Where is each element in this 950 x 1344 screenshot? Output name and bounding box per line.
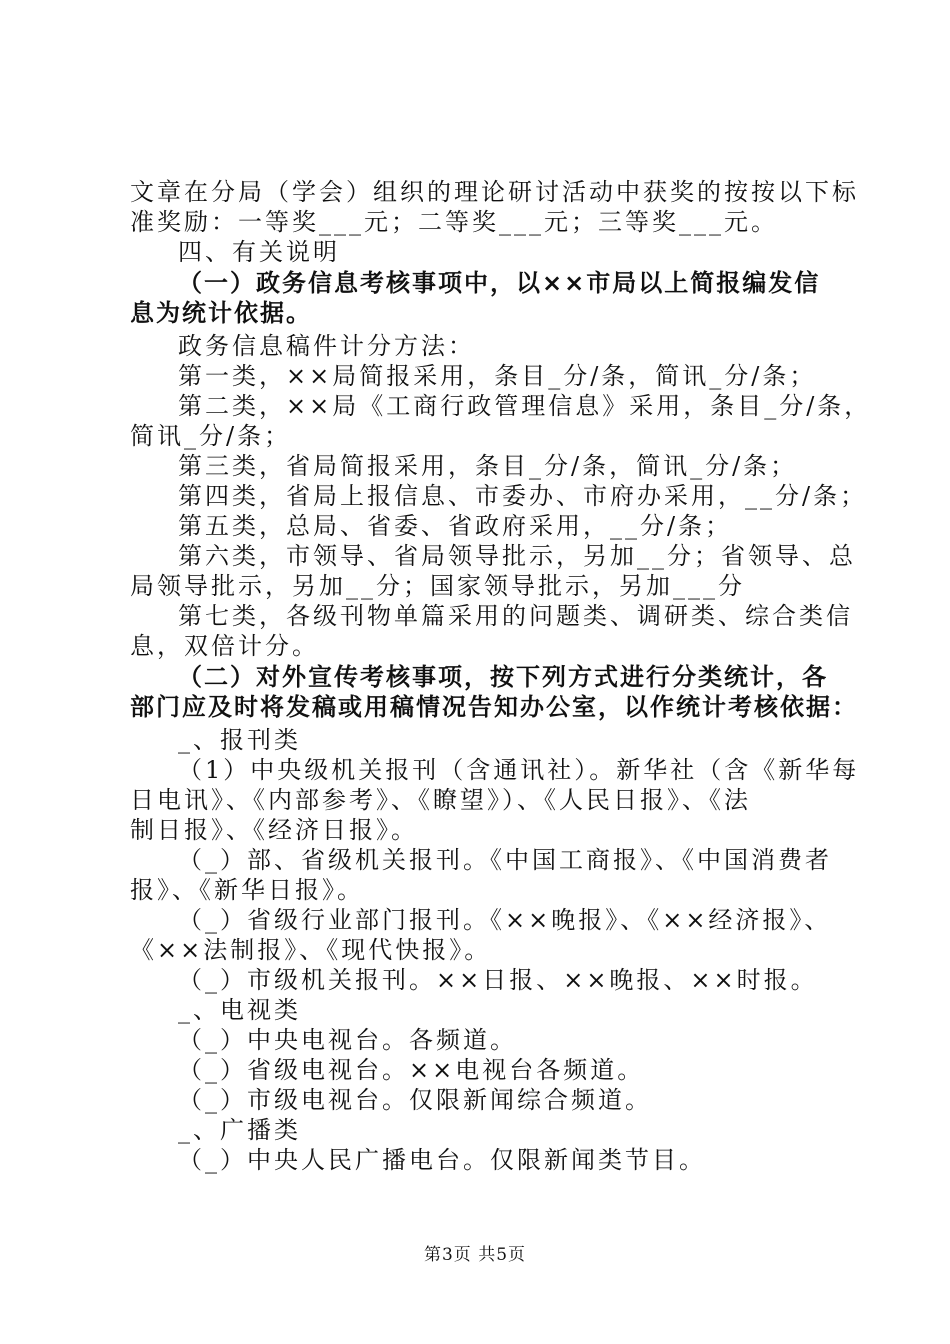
body-line: 制日报》、《经济日报》。: [130, 816, 418, 844]
body-line: 日电讯》、《内部参考》、《瞭望》）、《人民日报》、《法: [130, 786, 751, 814]
body-line: _、广播类: [178, 1116, 301, 1144]
body-line: 第七类，各级刊物单篇采用的问题类、调研类、综合类信: [178, 602, 853, 630]
body-line: 第一类，××局简报采用，条目_分/条，简讯_分/条；: [178, 362, 817, 390]
body-line: 政务信息稿件计分方法：: [178, 332, 475, 360]
body-line: （_）省级电视台。××电视台各频道。: [178, 1056, 645, 1084]
subsection-heading: 部门应及时将发稿或用稿情况告知办公室，以作统计考核依据：: [130, 693, 858, 721]
body-line: （_）中央人民广播电台。仅限新闻类节目。: [178, 1146, 706, 1174]
page-footer: 第3页 共5页: [423, 1245, 527, 1265]
body-line: 文章在分局（学会）组织的理论研讨活动中获奖的按按以下标: [130, 178, 859, 206]
body-line: 息，双倍计分。: [130, 632, 319, 660]
body-line: （_）市级机关报刊。××日报、××晚报、××时报。: [178, 966, 818, 994]
body-line: 局领导批示，另加__分；国家领导批示，另加___分: [130, 572, 745, 600]
body-line: _、电视类: [178, 996, 301, 1024]
subsection-heading: 息为统计依据。: [130, 299, 312, 327]
body-line: （_）省级行业部门报刊。《××晚报》、《××经济报》、: [178, 906, 832, 934]
body-line: （_）市级电视台。仅限新闻综合频道。: [178, 1086, 652, 1114]
section-heading: 四、有关说明: [178, 238, 340, 266]
body-line: 准奖励：一等奖___元；二等奖___元；三等奖___元。: [130, 208, 778, 236]
body-line: 第三类，省局简报采用，条目_分/条，简讯_分/条；: [178, 452, 798, 480]
body-line: _、报刊类: [178, 726, 301, 754]
subsection-heading: （一）政务信息考核事项中，以××市局以上简报编发信: [178, 269, 821, 297]
body-line: 简讯_分/条；: [130, 422, 292, 450]
body-line: 第二类，××局《工商行政管理信息》采用，条目_分/条，: [178, 392, 872, 420]
body-line: 《××法制报》、《现代快报》。: [130, 936, 492, 964]
subsection-heading: （二）对外宣传考核事项，按下列方式进行分类统计，各: [178, 663, 828, 691]
body-line: （1）中央级机关报刊（含通讯社）。新华社（含《新华每: [178, 756, 860, 784]
body-line: 报》、《新华日报》。: [130, 876, 364, 904]
body-line: 第六类，市领导、省局领导批示，另加__分；省领导、总: [178, 542, 856, 570]
body-line: （_）部、省级机关报刊。《中国工商报》、《中国消费者: [178, 846, 832, 874]
body-line: 第五类，总局、省委、省政府采用，__分/条；: [178, 512, 733, 540]
body-line: （_）中央电视台。各频道。: [178, 1026, 517, 1054]
body-line: 第四类，省局上报信息、市委办、市府办采用，__分/条；: [178, 482, 868, 510]
